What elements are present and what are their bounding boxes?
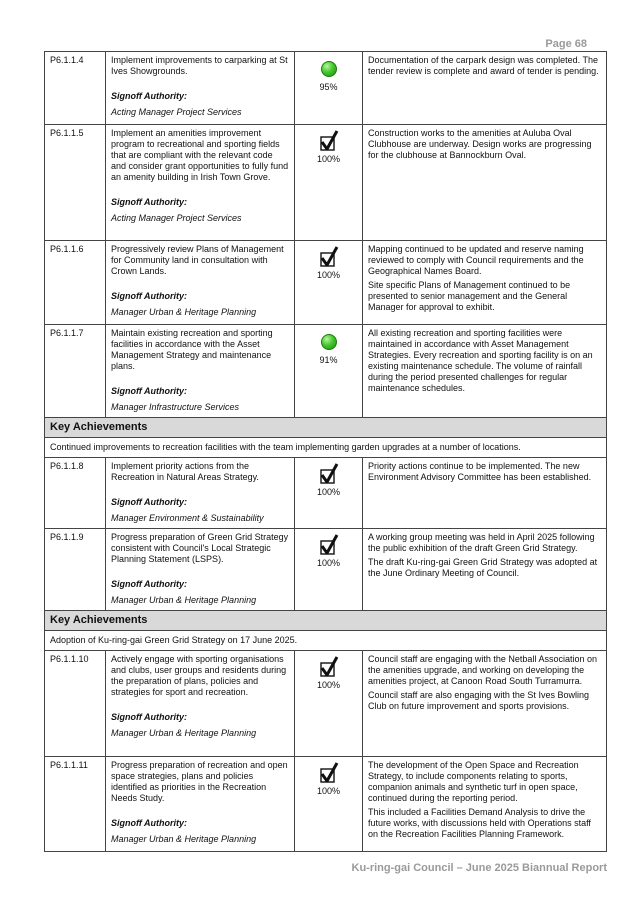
table-row [45, 651, 607, 757]
comment-paragraph: Construction works to the amenities at Auluba Oval Clubhouse are underway. Design works are progressing for the clubhouse at Bannockburn Oval. [368, 128, 592, 160]
actions-table-body [45, 52, 607, 852]
signoff-label: Signoff Authority: [111, 291, 187, 301]
status-cell [295, 125, 363, 241]
comment-cell [363, 241, 607, 325]
comment-paragraph: Council staff are engaging with the Netball Association on the amenities upgrade, and working on developing the amenities project, at Canoon Road South Turramurra. [368, 654, 597, 686]
checkmark-icon [319, 534, 339, 556]
signoff-authority: Manager Urban & Heritage Planning [111, 307, 257, 317]
signoff-label: Signoff Authority: [111, 818, 187, 828]
comment-cell [363, 52, 607, 125]
key-achievements-heading: Key Achievements [45, 611, 607, 631]
action-code: P6.1.1.11 [45, 757, 106, 852]
green-dot-icon [321, 61, 337, 77]
action-code: P6.1.1.5 [45, 125, 106, 241]
signoff-label: Signoff Authority: [111, 712, 187, 722]
completion-percent: 100% [316, 558, 341, 568]
page-number: Page 68 [545, 38, 587, 50]
comment-paragraph: Mapping continued to be updated and reserve naming reviewed to comply with Council requirements and the Geographical Names Board. [368, 244, 584, 276]
checkmark-icon [319, 762, 339, 784]
action-description-cell [106, 325, 295, 418]
signoff-authority: Manager Urban & Heritage Planning [111, 834, 257, 844]
comment-paragraph: Documentation of the carpark design was completed. The tender review is complete and award of tender is pending. [368, 55, 599, 76]
status-cell [295, 757, 363, 852]
checkmark-icon [319, 656, 339, 678]
green-dot-icon [321, 334, 337, 350]
comment-paragraph: This included a Facilities Demand Analysis to drive the future works, with discussions held with Operations staff on the Recreation Facilities Planning Framework. [368, 807, 591, 839]
comment-cell [363, 651, 607, 757]
status-cell [295, 52, 363, 125]
signoff-label: Signoff Authority: [111, 579, 187, 589]
action-description-cell [106, 241, 295, 325]
key-achievements-text: Adoption of Ku-ring-gai Green Grid Strategy on 17 June 2025. [45, 631, 607, 651]
completion-percent: 95% [319, 82, 338, 92]
action-description: Progress preparation of Green Grid Strategy consistent with Council's Local Strategic Planning Statement (LSPS). [111, 532, 289, 564]
completion-percent: 100% [316, 487, 341, 497]
checkmark-icon [319, 246, 339, 268]
comment-paragraph: Site specific Plans of Management continued to be presented to senior management and the General Manager for approval to exhibit. [368, 280, 571, 312]
action-description: Actively engage with sporting organisations and clubs, user groups and residents during the preparation of plans, policies and strategies for sport and recreation. [111, 654, 287, 697]
signoff-label: Signoff Authority: [111, 386, 187, 396]
comment-cell [363, 125, 607, 241]
comment-paragraph: All existing recreation and sporting facilities were maintained in accordance with Asset Management Strategies. Every recreation and sporting facility is on an existing maintenance schedule. The volume of rainfall during the period presented challenges for regular maintenance schedules. [368, 328, 593, 393]
status-cell [295, 651, 363, 757]
table-row [45, 458, 607, 529]
key-achievements-row [45, 631, 607, 651]
signoff-authority: Manager Infrastructure Services [111, 402, 240, 412]
checkmark-icon [319, 130, 339, 152]
action-code: P6.1.1.10 [45, 651, 106, 757]
action-description: Progress preparation of recreation and open space strategies, plans and policies identified as priorities in the Recreation Needs Study. [111, 760, 288, 803]
action-description-cell [106, 651, 295, 757]
table-row [45, 529, 607, 611]
actions-table [44, 51, 607, 852]
action-code: P6.1.1.4 [45, 52, 106, 125]
comment-paragraph: The development of the Open Space and Recreation Strategy, to include components relating to sports, companion animals and synthetic turf in open space, continued during the reporting period. [368, 760, 579, 803]
signoff-authority: Manager Environment & Sustainability [111, 513, 264, 523]
action-description-cell [106, 125, 295, 241]
completion-percent: 100% [316, 786, 341, 796]
action-description: Implement priority actions from the Recreation in Natural Areas Strategy. [111, 461, 259, 482]
action-code: P6.1.1.7 [45, 325, 106, 418]
key-achievements-heading: Key Achievements [45, 418, 607, 438]
completion-percent: 100% [316, 680, 341, 690]
signoff-authority: Manager Urban & Heritage Planning [111, 595, 257, 605]
key-achievements-text: Continued improvements to recreation facilities with the team implementing garden upgrades at a number of locations. [45, 438, 607, 458]
action-description: Implement an amenities improvement program to recreational and sporting fields that are compliant with the relevant code and consider grant opportunities to fully fund an amenity building in Irish Town Grove. [111, 128, 289, 182]
comment-paragraph: Priority actions continue to be implemented. The new Environment Advisory Committee has been established. [368, 461, 592, 482]
signoff-authority: Acting Manager Project Services [111, 213, 242, 223]
comment-cell [363, 529, 607, 611]
table-row [45, 241, 607, 325]
action-code: P6.1.1.9 [45, 529, 106, 611]
completion-percent: 100% [316, 270, 341, 280]
status-cell [295, 529, 363, 611]
comment-cell [363, 757, 607, 852]
signoff-authority: Manager Urban & Heritage Planning [111, 728, 257, 738]
action-description: Implement improvements to carparking at St Ives Showgrounds. [111, 55, 288, 76]
status-cell [295, 241, 363, 325]
key-achievements-header-row [45, 611, 607, 631]
action-description: Progressively review Plans of Management for Community land in consultation with Crown Lands. [111, 244, 284, 276]
key-achievements-header-row [45, 418, 607, 438]
comment-cell [363, 458, 607, 529]
comment-paragraph: Council staff are also engaging with the St Ives Bowling Club on future improvement and sports provisions. [368, 690, 589, 711]
signoff-label: Signoff Authority: [111, 91, 187, 101]
completion-percent: 91% [319, 355, 338, 365]
action-description-cell [106, 52, 295, 125]
action-description: Maintain existing recreation and sporting facilities in accordance with the Asset Management Strategy and maintenance plans. [111, 328, 273, 371]
action-description-cell [106, 529, 295, 611]
action-code: P6.1.1.6 [45, 241, 106, 325]
comment-paragraph: A working group meeting was held in April 2025 following the public exhibition of the draft Green Grid Strategy. [368, 532, 595, 553]
action-description-cell [106, 458, 295, 529]
comment-cell [363, 325, 607, 418]
completion-percent: 100% [316, 154, 341, 164]
signoff-label: Signoff Authority: [111, 497, 187, 507]
action-code: P6.1.1.8 [45, 458, 106, 529]
table-row [45, 757, 607, 852]
action-description-cell [106, 757, 295, 852]
table-row [45, 125, 607, 241]
status-cell [295, 325, 363, 418]
status-cell [295, 458, 363, 529]
comment-paragraph: The draft Ku-ring-gai Green Grid Strategy was adopted at the June Ordinary Meeting of Council. [368, 557, 598, 578]
key-achievements-row [45, 438, 607, 458]
checkmark-icon [319, 463, 339, 485]
signoff-label: Signoff Authority: [111, 197, 187, 207]
report-footer: Ku-ring-gai Council – June 2025 Biannual Report [351, 862, 607, 874]
table-row [45, 52, 607, 125]
signoff-authority: Acting Manager Project Services [111, 107, 242, 117]
table-row [45, 325, 607, 418]
